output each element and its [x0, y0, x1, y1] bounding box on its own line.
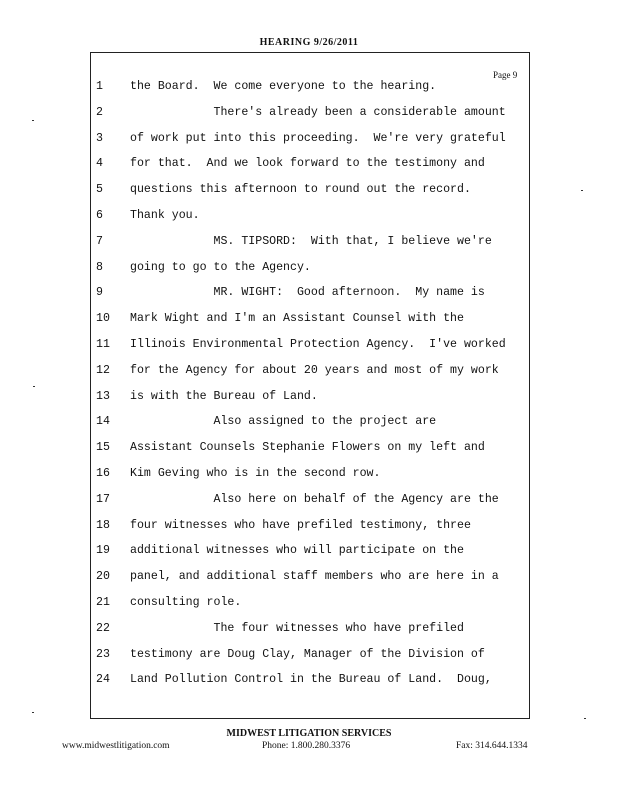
- footer-website: www.midwestlitigation.com: [62, 741, 170, 751]
- line-number: 9: [96, 286, 103, 300]
- transcript-line: [96, 364, 499, 384]
- line-number: 14: [96, 415, 110, 429]
- scan-speck: [33, 386, 35, 387]
- line-number: 16: [96, 467, 110, 480]
- line-text: of work put into this proceeding. We're very grateful: [130, 131, 506, 145]
- line-number: 10: [96, 312, 110, 326]
- transcript-line: [96, 570, 499, 590]
- transcript-line: [96, 235, 492, 255]
- transcript-line: [96, 648, 485, 668]
- line-text: is with the Bureau of Land.: [130, 389, 318, 403]
- scan-speck: [32, 120, 34, 121]
- transcript-line: [96, 673, 492, 693]
- footer-phone: Phone: 1.800.280.3376: [262, 741, 351, 751]
- transcript-line: [96, 390, 318, 410]
- line-text: for that. And we look forward to the testimony and: [130, 157, 485, 171]
- transcript-line: [96, 622, 464, 642]
- line-text: additional witnesses who will participate on the: [130, 544, 464, 558]
- transcript-line: [96, 493, 499, 513]
- line-text: MS. TIPSORD: With that, I believe we're: [130, 234, 492, 248]
- line-text: testimony are Doug Clay, Manager of the Division of: [130, 647, 485, 661]
- transcript-line: [96, 467, 380, 487]
- line-text: four witnesses who have prefiled testimony, three: [130, 518, 471, 532]
- line-number: 3: [96, 131, 103, 145]
- line-text: Assistant Counsels Stephanie Flowers on my left and: [130, 441, 485, 455]
- line-number: 12: [96, 363, 110, 377]
- line-number: 21: [96, 596, 110, 609]
- transcript-line: [96, 286, 485, 306]
- transcript-line: [96, 106, 506, 126]
- transcript-frame: [90, 52, 530, 719]
- line-text: MR. WIGHT: Good afternoon. My name is: [130, 286, 485, 300]
- line-number: 23: [96, 647, 110, 661]
- transcript-line: [96, 209, 200, 229]
- line-number: 7: [96, 234, 103, 248]
- transcript-line: [96, 80, 436, 100]
- transcript-line: [96, 441, 485, 461]
- line-number: 22: [96, 621, 110, 635]
- line-number: 17: [96, 492, 110, 506]
- page-number: Page 9: [493, 70, 518, 80]
- transcript-line: [96, 338, 506, 358]
- line-number: 8: [96, 260, 103, 274]
- line-text: questions this afternoon to round out the record.: [130, 183, 471, 197]
- line-text: the Board. We come everyone to the hearing.: [130, 80, 437, 93]
- scan-speck: [32, 712, 34, 713]
- line-number: 2: [96, 105, 103, 119]
- line-number: 20: [96, 570, 110, 584]
- line-text: The four witnesses who have prefiled: [130, 621, 464, 635]
- line-number: 11: [96, 338, 110, 351]
- transcript-line: [96, 415, 436, 435]
- line-text: consulting role.: [130, 596, 242, 609]
- footer-company: MIDWEST LITIGATION SERVICES: [226, 728, 392, 739]
- line-text: Mark Wight and I'm an Assistant Counsel with the: [130, 312, 464, 326]
- line-number: 1: [96, 80, 103, 93]
- document-header: HEARING 9/26/2011: [259, 37, 359, 48]
- line-number: 5: [96, 183, 103, 197]
- transcript-line: [96, 132, 506, 152]
- line-number: 6: [96, 209, 103, 222]
- line-text: Land Pollution Control in the Bureau of Land. Doug,: [130, 673, 492, 687]
- scan-speck: [584, 718, 586, 719]
- line-text: Also here on behalf of the Agency are the: [130, 492, 499, 506]
- transcript-line: [96, 183, 471, 203]
- line-number: 4: [96, 157, 103, 171]
- line-text: Kim Geving who is in the second row.: [130, 467, 381, 480]
- transcript-line: [96, 261, 311, 281]
- transcript-line: [96, 519, 471, 539]
- line-text: Also assigned to the project are: [130, 415, 437, 429]
- line-text: There's already been a considerable amount: [130, 105, 506, 119]
- line-number: 19: [96, 544, 110, 558]
- transcript-line: [96, 312, 464, 332]
- transcript-line: [96, 596, 241, 616]
- footer-fax: Fax: 314.644.1334: [456, 741, 528, 751]
- line-number: 18: [96, 518, 110, 532]
- line-text: going to go to the Agency.: [130, 260, 311, 274]
- line-number: 15: [96, 441, 110, 455]
- line-number: 13: [96, 389, 110, 403]
- transcript-line: [96, 544, 464, 564]
- line-text: for the Agency for about 20 years and most of my work: [130, 363, 499, 377]
- line-text: Illinois Environmental Protection Agency. I've worked: [130, 338, 506, 351]
- line-text: Thank you.: [130, 209, 200, 222]
- scan-speck: [581, 190, 583, 191]
- line-text: panel, and additional staff members who are here in a: [130, 570, 499, 584]
- line-number: 24: [96, 673, 110, 687]
- transcript-line: [96, 157, 485, 177]
